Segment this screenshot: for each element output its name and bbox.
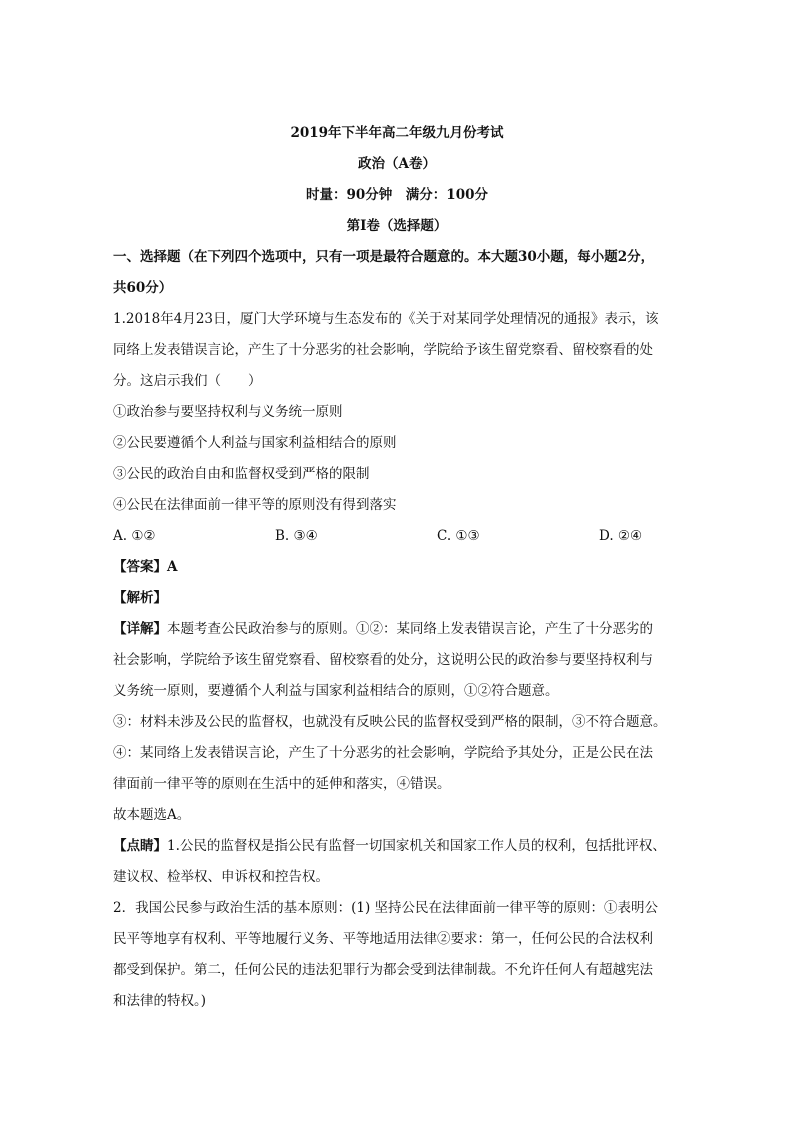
conclusion: 故本题选A。 — [113, 807, 191, 823]
point-line: 【点睛】1.公民的监督权是指公民有监督一切国家机关和国家工作人员的权利，包括批评权、 — [113, 838, 666, 854]
detail-line: 律面前一律平等的原则在生活中的延伸和落实，④错误。 — [113, 776, 451, 792]
detail-line: 【详解】本题考查公民政治参与的原则。①②：某同络上发表错误言论，产生了十分恶劣的 — [113, 621, 653, 637]
option-a: A. ①② — [113, 528, 156, 544]
point-line: 和法律的特权。) — [113, 993, 207, 1009]
detail-line: 社会影响，学院给予该生留党察看、留校察看的处分，这说明公民的政治参与要坚持权利与 — [113, 652, 653, 668]
question-stem-line2: 同络上发表错误言论，产生了十分恶劣的社会影响，学院给予该生留党察看、留校察看的处 — [113, 342, 653, 358]
exam-page — [113, 118, 681, 1017]
exam-subject: 政治（A卷） — [358, 156, 436, 172]
point-line: 建议权、检举权、申诉权和控告权。 — [113, 869, 329, 885]
point-line: 民平等地享有权利、平等地履行义务、平等地适用法律②要求：第一，任何公民的合法权利 — [113, 931, 653, 947]
exam-title: 2019年下半年高二年级九月份考试 — [290, 125, 504, 141]
point-line: 2．我国公民参与政治生活的基本原则：(1) 坚持公民在法律面前一律平等的原则：①表明公 — [113, 900, 659, 916]
section-heading-line1: 一、选择题（在下列四个选项中，只有一项是最符合题意的。本大题30小题，每小题2分， — [113, 249, 655, 265]
option-d: D. ②④ — [599, 528, 643, 544]
option-c: C. ①③ — [437, 528, 480, 544]
analysis-label: 【解析】 — [113, 590, 167, 606]
question-stem-line3: 分。这启示我们（ ） — [113, 373, 262, 389]
point-text: 1.公民的监督权是指公民有监督一切国家机关和国家工作人员的权利，包括批评权、 — [167, 838, 666, 854]
section-heading-line2: 共60分） — [113, 280, 173, 296]
statement-item: ③公民的政治自由和监督权受到严格的限制 — [113, 466, 370, 482]
detail-line: ④：某同络上发表错误言论，产生了十分恶劣的社会影响，学院给予其处分，正是公民在法 — [113, 745, 653, 761]
exam-time-score: 时量：90分钟 满分：100分 — [306, 187, 488, 203]
point-line: 都受到保护。第二，任何公民的违法犯罪行为都会受到法律制裁。不允许任何人有超越宪法 — [113, 962, 653, 978]
option-b: B. ③④ — [275, 528, 318, 544]
detail-line: ③：材料未涉及公民的监督权，也就没有反映公民的监督权受到严格的限制，③不符合题意。 — [113, 714, 667, 730]
statement-item: ④公民在法律面前一律平等的原则没有得到落实 — [113, 497, 397, 513]
statement-item: ①政治参与要坚持权利与义务统一原则 — [113, 404, 343, 420]
question-stem-line1: 1.2018年4月23日，厦门大学环境与生态发布的《关于对某同学处理情况的通报》表示，该 — [113, 311, 659, 327]
answer-label: 【答案】A — [113, 559, 178, 575]
answer-options — [113, 521, 681, 552]
statement-item: ②公民要遵循个人利益与国家利益相结合的原则 — [113, 435, 397, 451]
detail-text: 本题考查公民政治参与的原则。①②：某同络上发表错误言论，产生了十分恶劣的 — [167, 621, 653, 637]
detail-line: 义务统一原则，要遵循个人利益与国家利益相结合的原则，①②符合题意。 — [113, 683, 559, 699]
exam-volume: 第Ⅰ卷（选择题） — [346, 218, 448, 234]
